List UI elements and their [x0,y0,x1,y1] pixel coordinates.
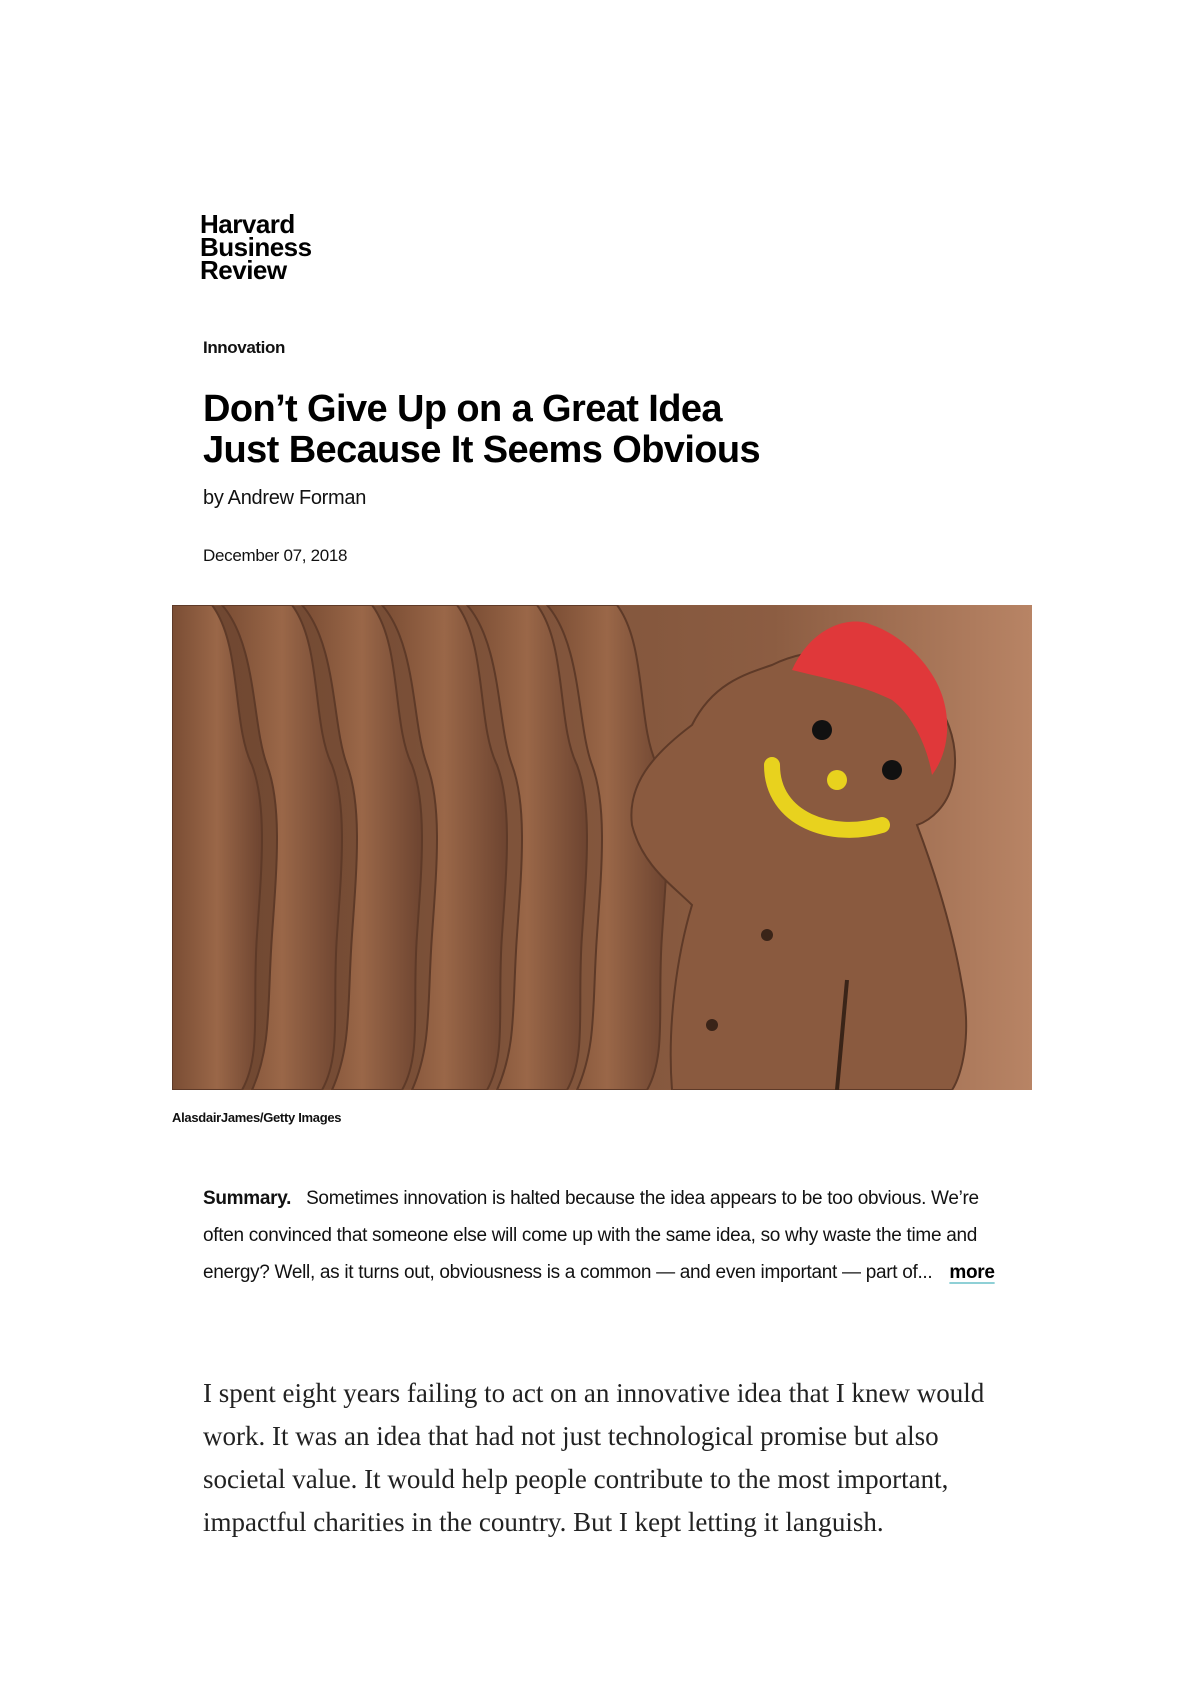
hbr-logo[interactable] [200,209,312,285]
summary-text: Sometimes innovation is halted because the idea appears to be too obvious. We’re often convinced that someone else will come up with the same idea, so why waste the time and energy? Well, as it turns out, obviousness is a common — and even important — part of... [203,1188,979,1283]
more-link[interactable]: more [949,1262,995,1283]
article-title-line-1: Don’t Give Up on a Great Idea [203,388,722,430]
logo-line-1: Harvard [200,209,295,239]
image-caption: AlasdairJames/Getty Images [172,1110,342,1125]
logo-line-2: Business [200,232,312,262]
article-title [203,389,903,471]
gingerbread-cookies-illustration [172,605,1032,1090]
logo-line-3: Review [200,255,287,285]
byline: by Andrew Forman [203,487,367,509]
body-paragraph: I spent eight years failing to act on an innovative idea that I knew would work. It was an idea that had not just technological promise but also societal value. It would help people contribute to the most important, impactful charities in the country. But I kept letting it languish. [203,1378,985,1537]
summary-block [203,1180,1003,1291]
summary-label: Summary. [203,1188,292,1209]
topic-label[interactable]: Innovation [203,338,285,357]
hero-image [172,605,1032,1090]
publish-date: December 07, 2018 [203,546,348,565]
article-title-line-2: Just Because It Seems Obvious [203,429,761,471]
